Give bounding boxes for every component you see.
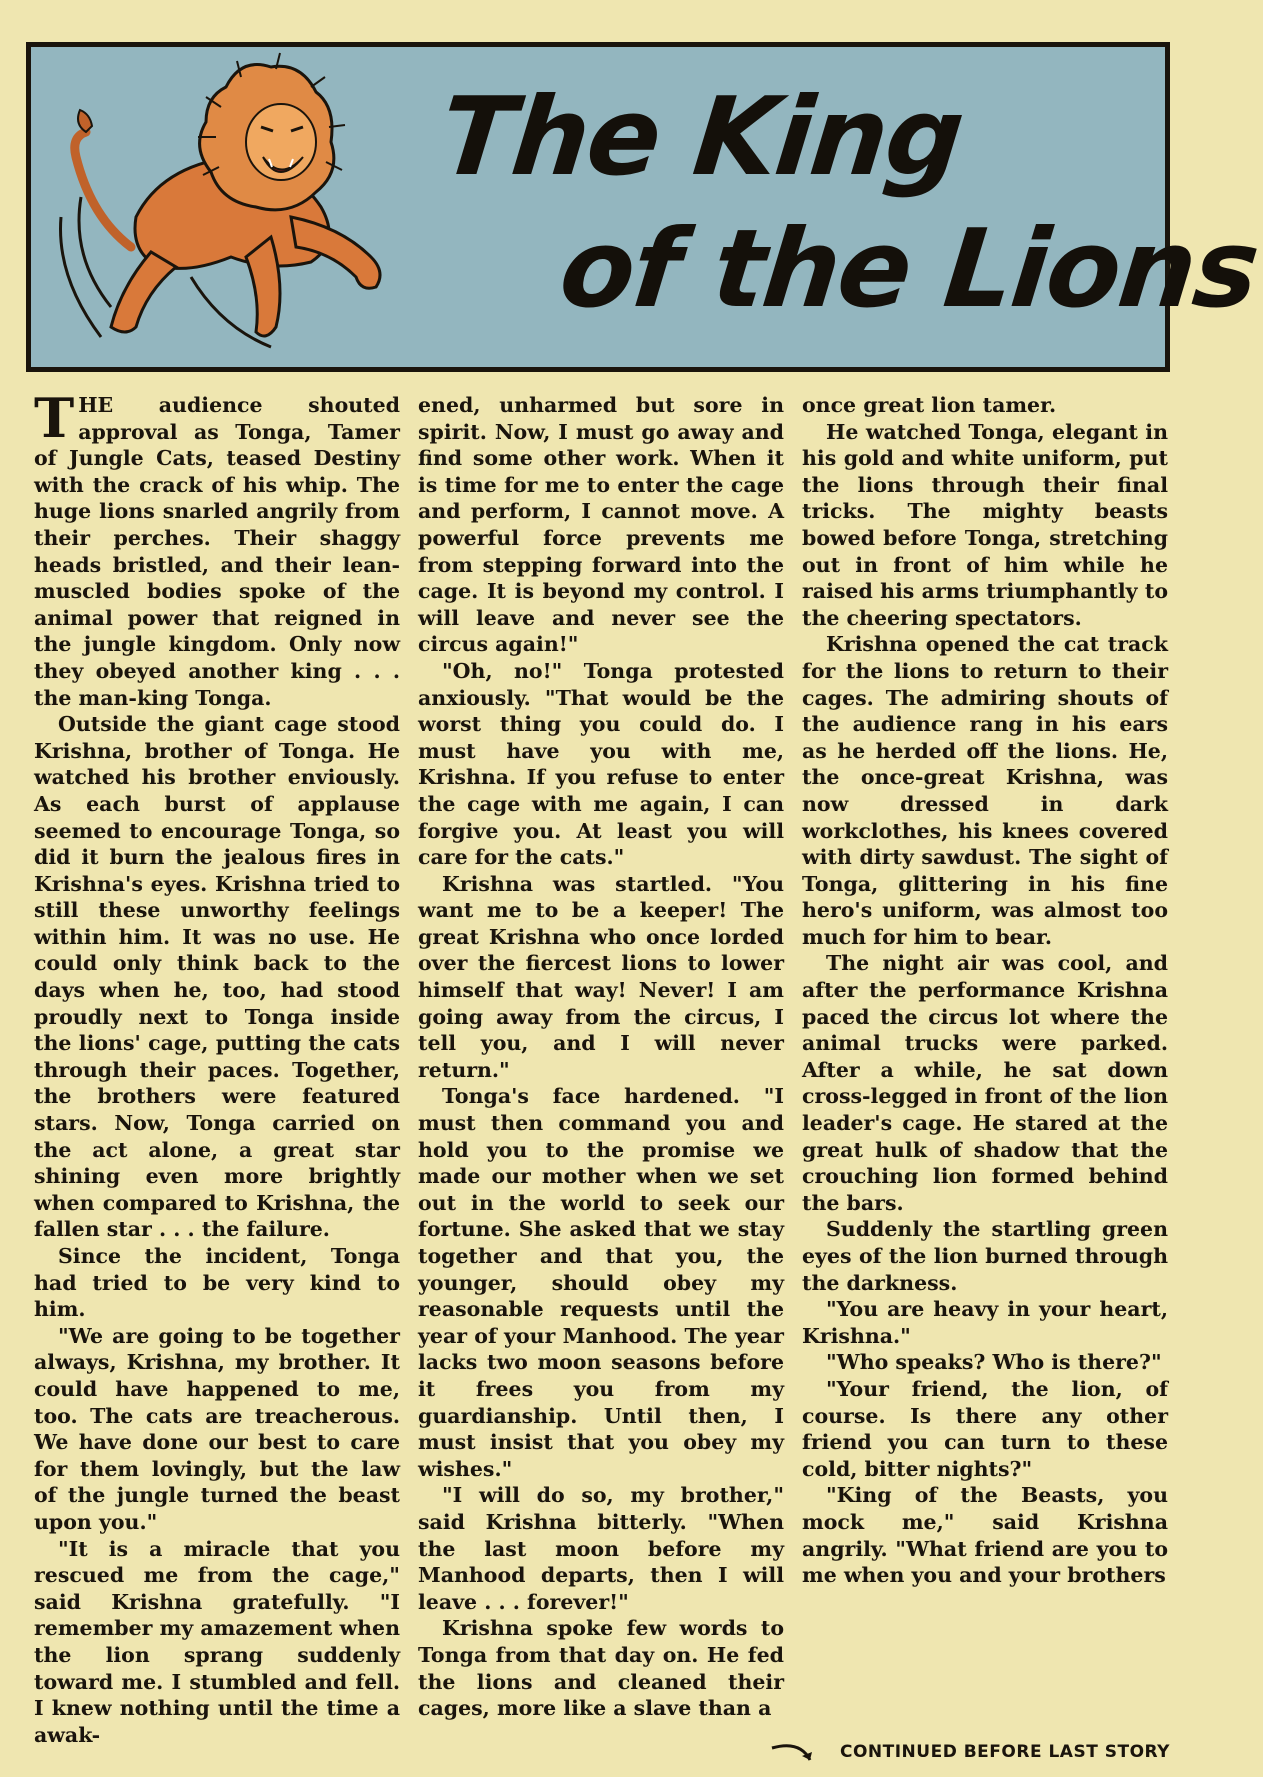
paragraph: Suddenly the startling green eyes of the lion burned through the darkness.	[802, 1217, 1168, 1295]
paragraph: The night air was cool, and after the performance Krishna paced the circus lot where the animal trucks were parked. After a while, he sat down cross-legged in front of the lion leader's cage. He stared at the great hulk of shadow that the crouching lion formed behind the bars.	[802, 951, 1168, 1215]
paragraph: "Who speaks? Who is there?"	[826, 1350, 1162, 1375]
story-column-3	[802, 392, 1168, 1732]
story-column-2	[418, 392, 784, 1732]
paragraph: THE audience shouted approval as Tonga, Tamer of Jungle Cats, teased Destiny with the crack of his whip. The huge lions snarled angrily from their perches. Their shaggy heads bristled, and their lean-muscled bodies spoke of the animal power that reigned in the jungle kingdom. Only now they obeyed another king . . . the man-king Tonga.	[34, 386, 400, 710]
paragraph: "Oh, no!" Tonga protested anxiously. "That would be the worst thing you could do. I must have you with me, Krishna. If you refuse to enter the cage with me again, I can forgive you. At least you will care for the cats."	[418, 658, 784, 870]
leaping-lion-illustration	[41, 47, 431, 377]
continued-label: CONTINUED BEFORE LAST STORY	[839, 1742, 1170, 1762]
title-panel	[26, 42, 1263, 372]
paragraph: "Your friend, the lion, of course. Is there any other friend you can turn to these cold, bitter nights?"	[802, 1376, 1168, 1481]
paragraph: "We are going to be together always, Krishna, my brother. It could have happened to me, too. The cats are treacherous. We have done our best to care for them lovingly, but the law of the jungle turned the beast upon you."	[34, 1323, 400, 1534]
paragraph: "I will do so, my brother," said Krishna bitterly. "When the last moon before my Manhood departs, then I will leave . . . forever!"	[418, 1483, 784, 1614]
title-line-1: The King	[434, 75, 968, 200]
paragraph: ened, unharmed but sore in spirit. Now, I must go away and find some other work. When it is time for me to enter the cage and perform, I cannot move. A powerful force prevents me from stepping forward into the cage. It is beyond my control. I will leave and never see the circus again!"	[418, 393, 784, 657]
curved-arrow-icon	[770, 1740, 830, 1764]
paragraph: Krishna was startled. "You want me to be a keeper! The great Krishna who once lorded over the fiercest lions to lower himself that way! Never! I am going away from the circus, I tell you, and I will never return."	[418, 871, 784, 1082]
paragraph: Krishna opened the cat track for the lions to return to their cages. The admiring shouts of the audience rang in his ears as he herded off the lions. He, the once-great Krishna, was now dressed in dark workclothes, his knees covered with dirty sawdust. The sight of Tonga, glittering in his fine hero's uniform, was almost too much for him to bear.	[802, 632, 1168, 949]
drop-cap: T	[34, 386, 75, 450]
paragraph: "It is a miracle that you rescued me from the cage," said Krishna gratefully. "I remember my amazement when the lion sprang suddenly toward me. I stumbled and fell. I knew nothing until the time a awak-	[34, 1536, 401, 1747]
continued-footer	[770, 1740, 1170, 1764]
paragraph: Outside the giant cage stood Krishna, brother of Tonga. He watched his brother enviously. As each burst of applause seemed to encourage Tonga, so did it burn the jealous fires in Krishna's eyes. Krishna tried to still these unworthy feelings within him. It was no use. He could only think back to the days when he, too, had stood proudly next to Tonga inside the lions' cage, putting the cats through their paces. Together, the brothers were featured stars. Now, Tonga carried on the act alone, a great star shining even more brightly when compared to Krishna, the fallen star . . . the failure.	[34, 712, 400, 1242]
paragraph: once great lion tamer.	[802, 393, 1057, 417]
paragraph: Since the incident, Tonga had tried to be very kind to him.	[34, 1244, 400, 1322]
story-columns	[34, 386, 1170, 1747]
title-line-2: of the Lions	[554, 207, 1263, 332]
paragraph: Krishna spoke few words to Tonga from that day on. He fed the lions and cleaned their cages, more like a slave than a	[418, 1616, 784, 1721]
paragraph: "You are heavy in your heart, Krishna."	[802, 1297, 1168, 1348]
paragraph: Tonga's face hardened. "I must then command you and hold you to the promise we made our mother when we set out in the world to seek our fortune. She asked that we stay together and that you, the younger, should obey my reasonable requests until the year of your Manhood. The year lacks two moon seasons before it frees you from my guardianship. Until then, I must insist that you obey my wishes."	[418, 1084, 784, 1481]
story-column-1	[34, 386, 401, 1747]
paragraph: He watched Tonga, elegant in his gold and white uniform, put the lions through their final tricks. The mighty beasts bowed before Tonga, stretching out in front of him while he raised his arms triumphantly to the cheering spectators.	[802, 419, 1168, 630]
paragraph: "King of the Beasts, you mock me," said Krishna angrily. "What friend are you to me when you and your brothers	[802, 1483, 1168, 1588]
